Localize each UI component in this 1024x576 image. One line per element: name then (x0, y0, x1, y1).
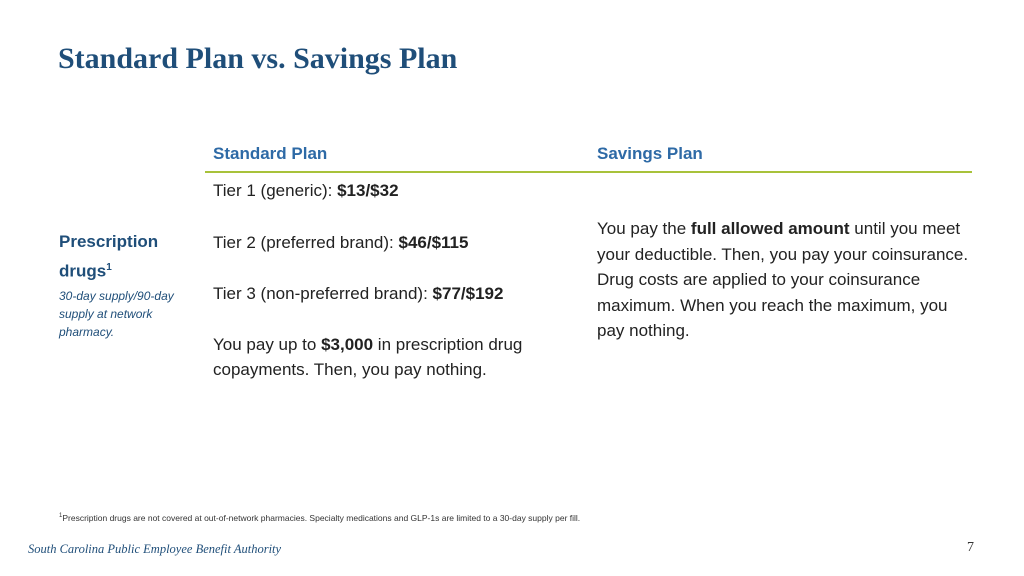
savings-text-post: until you meet your deductible. Then, you pay your coinsurance. Drug costs are applied to your coinsurance maximum. When you reach the maximum, you pay nothing. (597, 219, 969, 340)
page-number: 7 (967, 540, 974, 555)
savings-text-bold: full allowed amount (690, 219, 850, 238)
tier1-line (213, 178, 399, 203)
max-copay-value: $3,000 (321, 335, 374, 354)
tier2-value: $46/$115 (398, 233, 469, 252)
column-header-standard: Standard Plan (213, 144, 328, 163)
tier2-label: Tier 2 (preferred brand): (213, 233, 399, 252)
footnote-marker: 1 (59, 513, 63, 520)
footnote (59, 513, 580, 523)
max-copay-post-2: copayments. Then, you pay nothing. (213, 360, 487, 379)
column-header-savings: Savings Plan (597, 144, 703, 163)
max-copay-pre: You pay up to (213, 335, 322, 354)
tier3-label: Tier 3 (non-preferred brand): (213, 284, 433, 303)
savings-text-pre: You pay the (597, 219, 691, 238)
footnote-text: Prescription drugs are not covered at out-of-network pharmacies. Specialty medications and GLP-1s are limited to a 30-day supply per fill. (62, 513, 581, 523)
max-copay-post-1: in prescription drug (373, 335, 523, 354)
tier3-value: $77/$192 (432, 284, 504, 303)
tier1-label: Tier 1 (generic): (213, 181, 338, 200)
row-label-footnote-marker: 1 (106, 262, 112, 273)
footer-organization: South Carolina Public Employee Benefit Authority (28, 542, 282, 556)
savings-plan-description (597, 216, 977, 344)
tier3-line (213, 281, 503, 306)
max-copay-text (213, 332, 522, 382)
tier2-line (213, 230, 468, 255)
row-sublabel: 30-day supply/90-day supply at network pharmacy. (59, 288, 174, 339)
row-label (59, 229, 199, 341)
header-divider (205, 171, 972, 173)
row-label-text: Prescription drugs (59, 232, 159, 281)
page-title: Standard Plan vs. Savings Plan (58, 42, 458, 75)
row-label-title (59, 229, 199, 285)
tier1-value: $13/$32 (337, 181, 399, 200)
